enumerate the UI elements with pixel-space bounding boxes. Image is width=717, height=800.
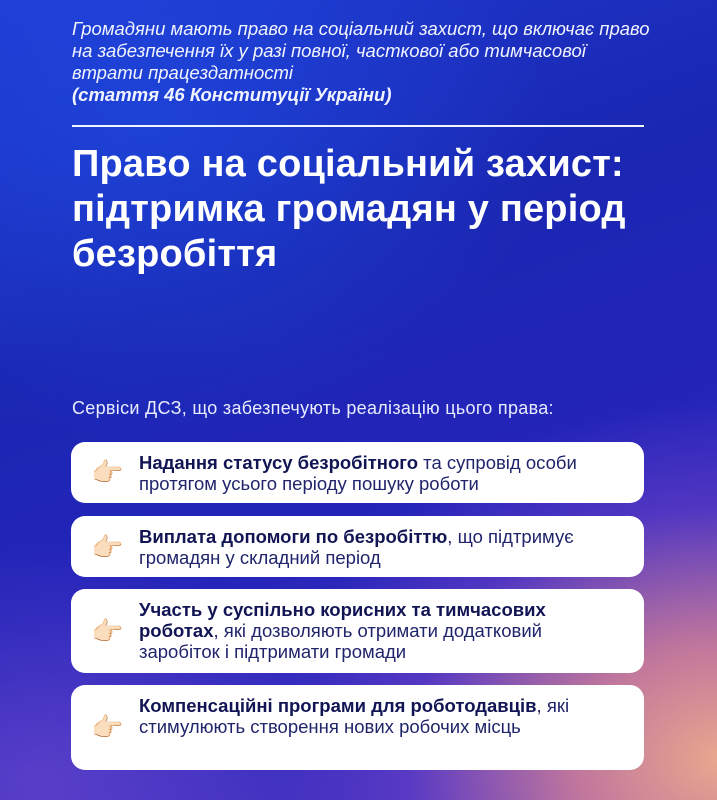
service-card-public-works [71,589,644,673]
service-title: Компенсаційні програми для роботодавців [139,695,537,716]
service-title: Надання статусу безробітного [139,452,419,473]
services-subtitle: Сервіси ДСЗ, що забезпечують реалізацію цього права: [72,398,554,418]
pointing-hand-icon: 👉🏻 [91,532,124,562]
page-title: Право на соціальний захист: підтримка громадян у період безробіття [72,143,626,275]
service-description: , які стимулюють створення нових робочих місць [139,695,570,737]
pointing-hand-icon: 👉🏻 [91,457,124,487]
pointing-hand-icon: 👉🏻 [91,616,124,646]
service-description: , які дозволяють отримати додатковий заробіток і підтримати громади [139,620,542,662]
divider [72,125,644,127]
constitution-quote [72,18,652,106]
service-title: Участь у суспільно корисних та тимчасових роботах [139,599,546,641]
quote-text: Громадяни мають право на соціальний захист, що включає право на забезпечення їх у разі повної, часткової або тимчасової втрати працездатності [72,18,650,83]
service-card-employer-compensation [71,685,644,770]
service-card-unemployment-benefit [71,516,644,577]
service-description: , що підтримує громадян у складний період [139,526,574,568]
service-title: Виплата допомоги по безробіттю [139,526,448,547]
service-description: та супровід особи протягом усього періоду пошуку роботи [139,452,577,494]
quote-source: (стаття 46 Конституції України) [72,84,392,105]
service-card-unemployed-status [71,442,644,503]
pointing-hand-icon: 👉🏻 [91,712,124,742]
